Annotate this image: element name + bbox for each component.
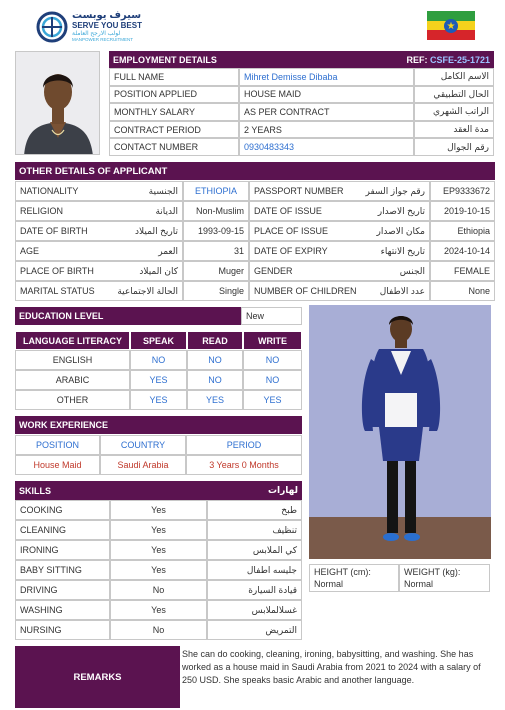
applicant-photo — [15, 51, 100, 155]
employment-field-arabic: الراتب الشهري — [414, 103, 494, 121]
remarks-text: She can do cooking, cleaning, ironing, babysitting, and washing. She has worked as a house maid in Saudi Arabia from 2021 to 2024 with a salary of 250 USD. She speaks basic Arabic and another language. — [182, 649, 481, 686]
passport-field-value: Ethiopia — [430, 221, 495, 241]
applicant-field-label: MARITAL STATUS — [20, 286, 95, 296]
work-experience-country: Saudi Arabia — [100, 455, 186, 475]
applicant-field-label: RELIGION — [20, 206, 64, 216]
skill-name: BABY SITTING — [15, 560, 110, 580]
employment-field-arabic: الحال التطبيقي — [414, 86, 494, 104]
weight-box — [399, 564, 490, 592]
employment-field-label: CONTACT NUMBER — [109, 138, 239, 156]
language-table-header: WRITE — [243, 331, 302, 350]
education-level-value: New — [241, 307, 302, 325]
work-experience-header: WORK EXPERIENCE — [15, 416, 302, 434]
applicant-field-label: PLACE OF BIRTH — [20, 266, 94, 276]
skill-value: Yes — [110, 500, 207, 520]
applicant-field-arabic: الديانة — [155, 205, 178, 216]
employment-field-arabic: رقم الجوال — [414, 138, 494, 156]
applicant-field — [15, 241, 183, 261]
employment-field-value: AS PER CONTRACT — [239, 103, 414, 121]
applicant-field-arabic: العمر — [158, 245, 178, 256]
applicant-field-arabic: الجنسية — [148, 185, 178, 196]
applicant-field-value: 1993-09-15 — [183, 221, 249, 241]
applicant-field — [15, 261, 183, 281]
height-label: HEIGHT (cm): — [314, 567, 371, 577]
skill-arabic: جليسه اطفال — [207, 560, 302, 580]
skill-name: NURSING — [15, 620, 110, 640]
language-read-value: NO — [187, 350, 243, 370]
ethiopia-flag-icon: ★ — [427, 11, 475, 40]
skill-value: Yes — [110, 520, 207, 540]
applicant-field-value: 31 — [183, 241, 249, 261]
language-write-value: YES — [243, 390, 302, 410]
skill-value: No — [110, 580, 207, 600]
applicant-field-arabic: تاريخ الميلاد — [135, 225, 178, 236]
education-level-label: EDUCATION LEVEL — [15, 307, 241, 325]
skill-value: Yes — [110, 560, 207, 580]
passport-field — [249, 241, 430, 261]
language-table-header: SPEAK — [130, 331, 187, 350]
logo-arabic-sub: لولب الارجح العاملة — [72, 31, 121, 37]
remarks-label: REMARKS — [15, 646, 180, 708]
skill-arabic: غسلالملابس — [207, 600, 302, 620]
height-value: Normal — [314, 579, 344, 589]
work-experience-column-header: POSITION — [15, 435, 100, 455]
applicant-field — [15, 281, 183, 301]
company-logo — [36, 10, 146, 44]
logo-tagline: MANPOWER RECRUITMENT — [72, 37, 133, 42]
applicant-field-value: Non-Muslim — [183, 201, 249, 221]
passport-field — [249, 181, 430, 201]
work-experience-period: 3 Years 0 Months — [186, 455, 302, 475]
applicant-field — [15, 181, 183, 201]
passport-field-value: 2024-10-14 — [430, 241, 495, 261]
language-speak-value: YES — [130, 370, 187, 390]
ref-label: REF: — [406, 54, 428, 65]
employment-field-label: POSITION APPLIED — [109, 86, 239, 104]
language-table-header: READ — [187, 331, 243, 350]
passport-field — [249, 201, 430, 221]
language-name: ENGLISH — [15, 350, 130, 370]
applicant-field-arabic: كان الميلاد — [139, 265, 178, 276]
passport-field-arabic: مكان الاصدار — [376, 225, 425, 236]
language-name: ARABIC — [15, 370, 130, 390]
passport-field-value: 2019-10-15 — [430, 201, 495, 221]
weight-value: Normal — [404, 579, 434, 589]
skill-name: WASHING — [15, 600, 110, 620]
employment-field-arabic: الاسم الكامل — [414, 68, 494, 86]
skill-arabic: كي الملابس — [207, 540, 302, 560]
applicant-field-label: NATIONALITY — [20, 186, 79, 196]
weight-label: WEIGHT (kg): — [404, 567, 461, 577]
applicant-field-arabic: الحالة الاجتماعية — [117, 285, 178, 296]
passport-field-arabic: تاريخ الاصدار — [377, 205, 425, 216]
passport-field-arabic: عدد الاطفال — [379, 285, 425, 296]
passport-field-value: FEMALE — [430, 261, 495, 281]
skill-arabic: قيادة السيارة — [207, 580, 302, 600]
passport-field-arabic: تاريخ الانتهاء — [380, 245, 425, 256]
language-speak-value: NO — [130, 350, 187, 370]
employment-field-label: MONTHLY SALARY — [109, 103, 239, 121]
employment-field-value: HOUSE MAID — [239, 86, 414, 104]
passport-field-value: EP9333672 — [430, 181, 495, 201]
passport-field-label: DATE OF EXPIRY — [254, 246, 328, 256]
passport-field-label: DATE OF ISSUE — [254, 206, 322, 216]
applicant-field-value: Single — [183, 281, 249, 301]
language-read-value: NO — [187, 370, 243, 390]
skill-name: DRIVING — [15, 580, 110, 600]
passport-field-value: None — [430, 281, 495, 301]
employment-field-label: FULL NAME — [109, 68, 239, 86]
skill-value: No — [110, 620, 207, 640]
work-experience-column-header: COUNTRY — [100, 435, 186, 455]
skills-header: SKILLS — [15, 481, 207, 500]
skill-arabic: تنظيف — [207, 520, 302, 540]
language-table-header: LANGUAGE LITERACY — [15, 331, 130, 350]
skill-name: COOKING — [15, 500, 110, 520]
passport-field — [249, 281, 430, 301]
logo-english-name: SERVE YOU BEST — [72, 21, 142, 30]
skill-arabic: التمريض — [207, 620, 302, 640]
passport-field — [249, 261, 430, 281]
passport-field — [249, 221, 430, 241]
language-read-value: YES — [187, 390, 243, 410]
language-name: OTHER — [15, 390, 130, 410]
applicant-full-body-photo — [309, 305, 491, 559]
applicant-field — [15, 201, 183, 221]
logo-arabic-name: سيرف يوبست — [72, 10, 142, 21]
skill-arabic: طبخ — [207, 500, 302, 520]
passport-field-label: PASSPORT NUMBER — [254, 186, 344, 196]
globe-logo-icon — [36, 11, 68, 43]
language-write-value: NO — [243, 370, 302, 390]
skill-value: Yes — [110, 600, 207, 620]
passport-field-arabic: رقم جواز السفر — [365, 185, 425, 196]
employment-field-value: Mihret Demisse Dibaba — [239, 68, 414, 86]
height-box — [309, 564, 399, 592]
skill-value: Yes — [110, 540, 207, 560]
ref-value: CSFE-25-1721 — [429, 54, 490, 65]
passport-field-label: NUMBER OF CHILDREN — [254, 286, 357, 296]
passport-field-label: GENDER — [254, 266, 293, 276]
applicant-field-label: DATE OF BIRTH — [20, 226, 88, 236]
language-write-value: NO — [243, 350, 302, 370]
employment-field-label: CONTRACT PERIOD — [109, 121, 239, 139]
applicant-field-value: Muger — [183, 261, 249, 281]
skills-header-arabic: لهارات — [207, 481, 302, 500]
passport-field-label: PLACE OF ISSUE — [254, 226, 329, 236]
applicant-field — [15, 221, 183, 241]
language-speak-value: YES — [130, 390, 187, 410]
work-experience-column-header: PERIOD — [186, 435, 302, 455]
passport-field-arabic: الجنس — [399, 265, 425, 276]
ref-header — [239, 51, 494, 68]
employment-field-value: 0930483343 — [239, 138, 414, 156]
employment-field-arabic: مدة العقد — [414, 121, 494, 139]
applicant-field-value: ETHIOPIA — [183, 181, 249, 201]
applicant-field-label: AGE — [20, 246, 40, 256]
other-details-header: OTHER DETAILS OF APPLICANT — [15, 162, 495, 180]
employment-details-header: EMPLOYMENT DETAILS — [109, 51, 239, 68]
skill-name: CLEANING — [15, 520, 110, 540]
work-experience-position: House Maid — [15, 455, 100, 475]
skill-name: IRONING — [15, 540, 110, 560]
employment-field-value: 2 YEARS — [239, 121, 414, 139]
